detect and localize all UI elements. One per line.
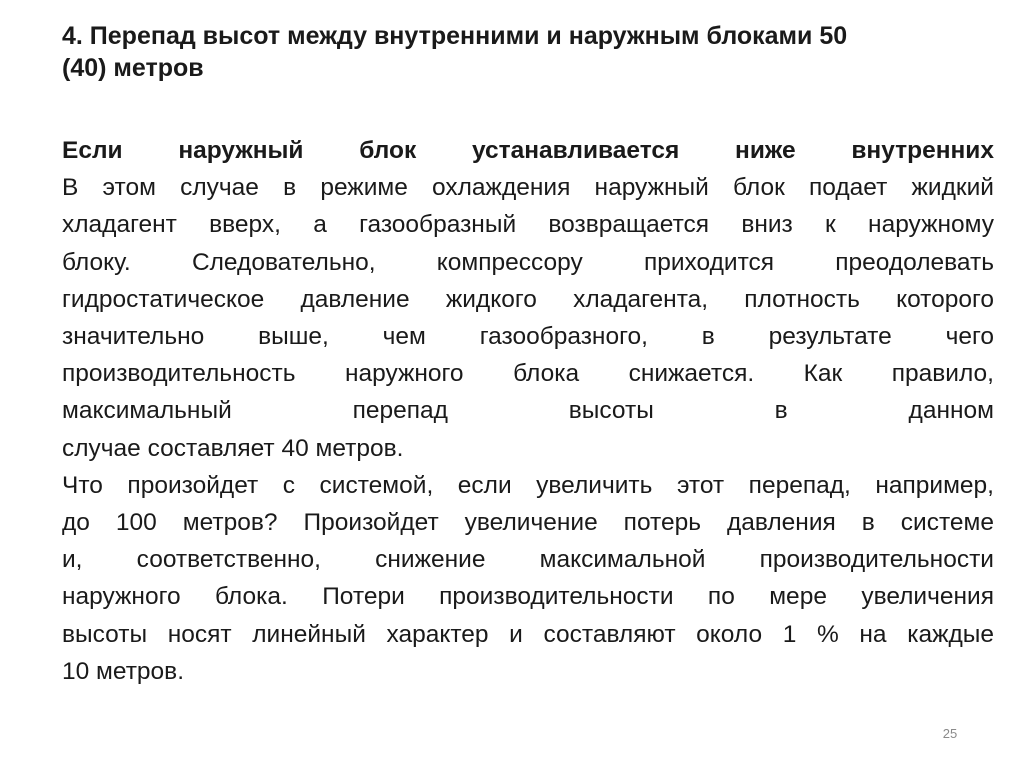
paragraph-line: блоку. Следовательно, компрессору приходится преодолевать bbox=[62, 248, 994, 276]
paragraph-line: гидростатическое давление жидкого хладагента, плотность которого bbox=[62, 285, 994, 313]
paragraph-line: наружного блока. Потери производительности по мере увеличения bbox=[62, 583, 994, 611]
title-line: (40) метров bbox=[62, 54, 204, 82]
title-line: 4. Перепад высот между внутренними и наружным блоками 50 bbox=[62, 22, 848, 50]
paragraph-line: до 100 метров? Произойдет увеличение потерь давления в системе bbox=[62, 509, 994, 537]
paragraph-line: хладагент вверх, а газообразный возвращается вниз к наружному bbox=[62, 211, 994, 239]
paragraph-line: 10 метров. bbox=[62, 657, 185, 685]
page-number: 25 bbox=[942, 726, 958, 741]
paragraph-line: производительность наружного блока снижается. Как правило, bbox=[62, 360, 994, 388]
paragraph-line: Что произойдет с системой, если увеличить этот перепад, например, bbox=[62, 471, 994, 499]
paragraph-line: В этом случае в режиме охлаждения наружный блок подает жидкий bbox=[62, 174, 994, 202]
paragraph-line: и, соответственно, снижение максимальной производительности bbox=[62, 546, 994, 574]
section-heading: Если наружный блок устанавливается ниже внутренних bbox=[62, 137, 994, 164]
paragraph-line: значительно выше, чем газообразного, в результате чего bbox=[62, 323, 994, 351]
slide-body bbox=[62, 132, 994, 690]
paragraph-line: случае составляет 40 метров. bbox=[62, 434, 404, 462]
paragraph-line: высоты носят линейный характер и составляют около 1 % на каждые bbox=[62, 620, 994, 648]
slide-title bbox=[62, 20, 962, 84]
paragraph-line: максимальный перепад высоты в данном bbox=[62, 397, 994, 425]
